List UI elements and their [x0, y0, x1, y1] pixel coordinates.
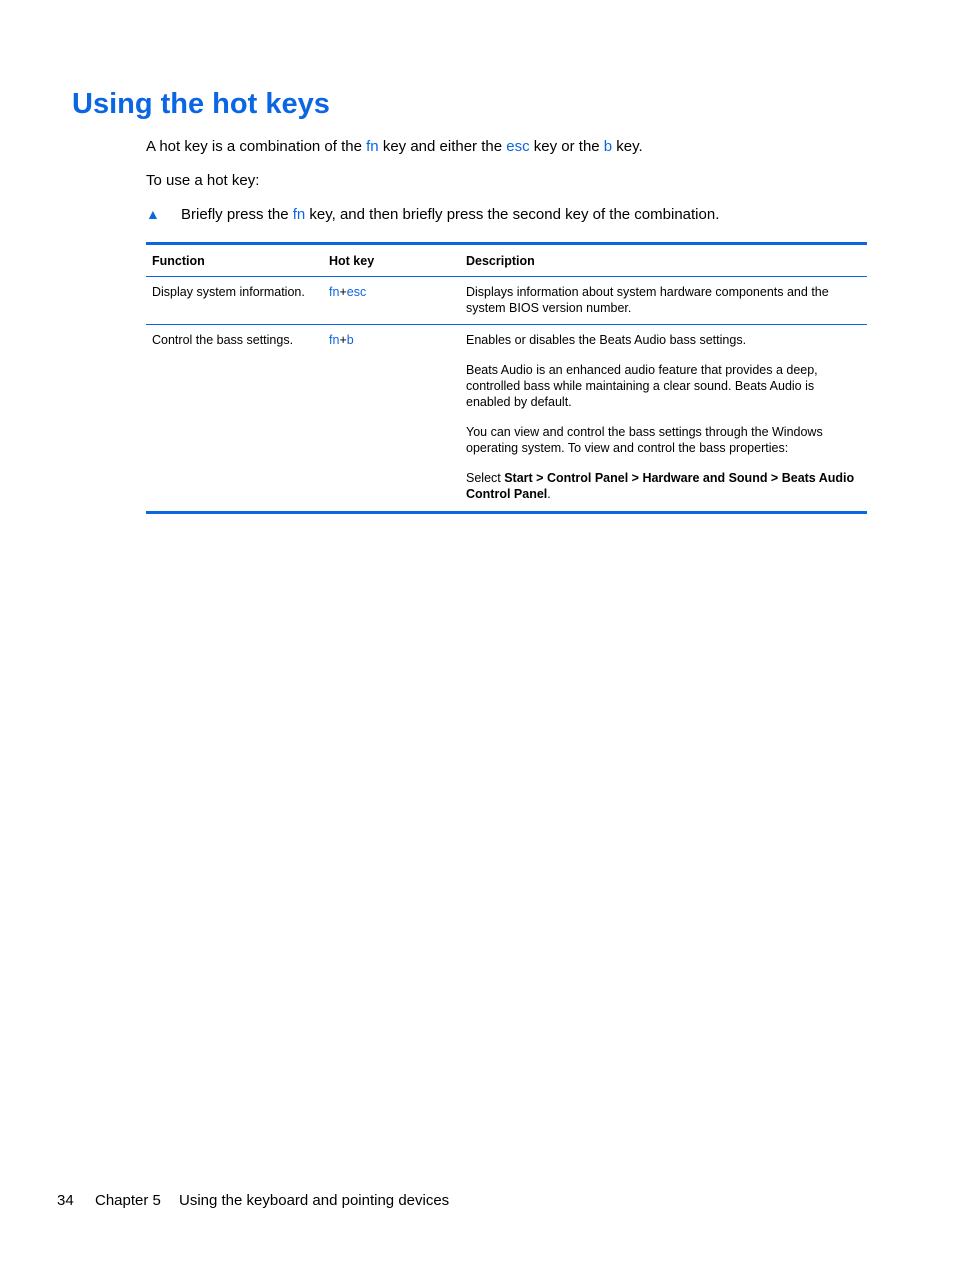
- description-paragraph: Beats Audio is an enhanced audio feature that provides a deep, controlled bass while maintaining a clear sound. Beats Audio is enabled by default.: [466, 363, 818, 409]
- b-key-ref: b: [603, 138, 613, 155]
- hotkey-b: b: [346, 333, 354, 347]
- menu-path: Start > Control Panel > Hardware and Sound > Beats Audio Control Panel: [466, 471, 855, 501]
- header-hot-key: Hot key: [323, 244, 460, 277]
- fn-key-ref: fn: [366, 138, 379, 155]
- table-row: [146, 325, 867, 513]
- intro-text-4: key.: [612, 138, 643, 155]
- intro-text-2: key and either the: [378, 138, 507, 155]
- hotkey-plus: +: [339, 333, 347, 347]
- hotkey-cell: [323, 325, 460, 513]
- table-header-row: [146, 244, 867, 277]
- menu-path-suffix: .: [547, 487, 551, 501]
- function-cell: Display system information.: [146, 277, 323, 325]
- menu-path-prefix: Select: [466, 471, 505, 485]
- description-cell: [460, 325, 867, 513]
- function-cell: Control the bass settings.: [146, 325, 323, 513]
- hotkey-cell: [323, 277, 460, 325]
- intro-text-3: key or the: [529, 138, 604, 155]
- hotkey-plus: +: [339, 285, 347, 299]
- chapter-label: Chapter 5: [95, 1192, 161, 1209]
- hotkey-fn: fn: [329, 285, 340, 299]
- fn-key-ref: fn: [292, 206, 306, 223]
- chapter-title: Using the keyboard and pointing devices: [179, 1192, 450, 1209]
- hotkey-fn: fn: [329, 333, 340, 347]
- menu-path-paragraph: [466, 470, 861, 502]
- page-title: Using the hot keys: [72, 88, 330, 120]
- hotkey-esc: esc: [346, 285, 367, 299]
- page-number: 34: [57, 1192, 74, 1209]
- instruction-text-1: Briefly press the: [181, 206, 293, 223]
- to-use-paragraph: To use a hot key:: [146, 172, 260, 189]
- header-description: Description: [460, 244, 867, 277]
- hotkey-table: [146, 242, 867, 514]
- intro-paragraph: [146, 138, 643, 155]
- triangle-bullet-icon: ▲: [146, 206, 160, 222]
- table-row: [146, 277, 867, 325]
- header-function: Function: [146, 244, 323, 277]
- description-paragraph: You can view and control the bass settings through the Windows operating system. To view and control the bass properties:: [466, 425, 823, 455]
- intro-text-1: A hot key is a combination of the: [146, 138, 367, 155]
- instruction-text-2: key, and then briefly press the second key of the combination.: [305, 206, 720, 223]
- description-paragraph: Enables or disables the Beats Audio bass settings.: [466, 333, 747, 347]
- instruction-text: [181, 206, 719, 223]
- description-cell: Displays information about system hardware components and the system BIOS version number.: [460, 277, 867, 325]
- esc-key-ref: esc: [506, 138, 530, 155]
